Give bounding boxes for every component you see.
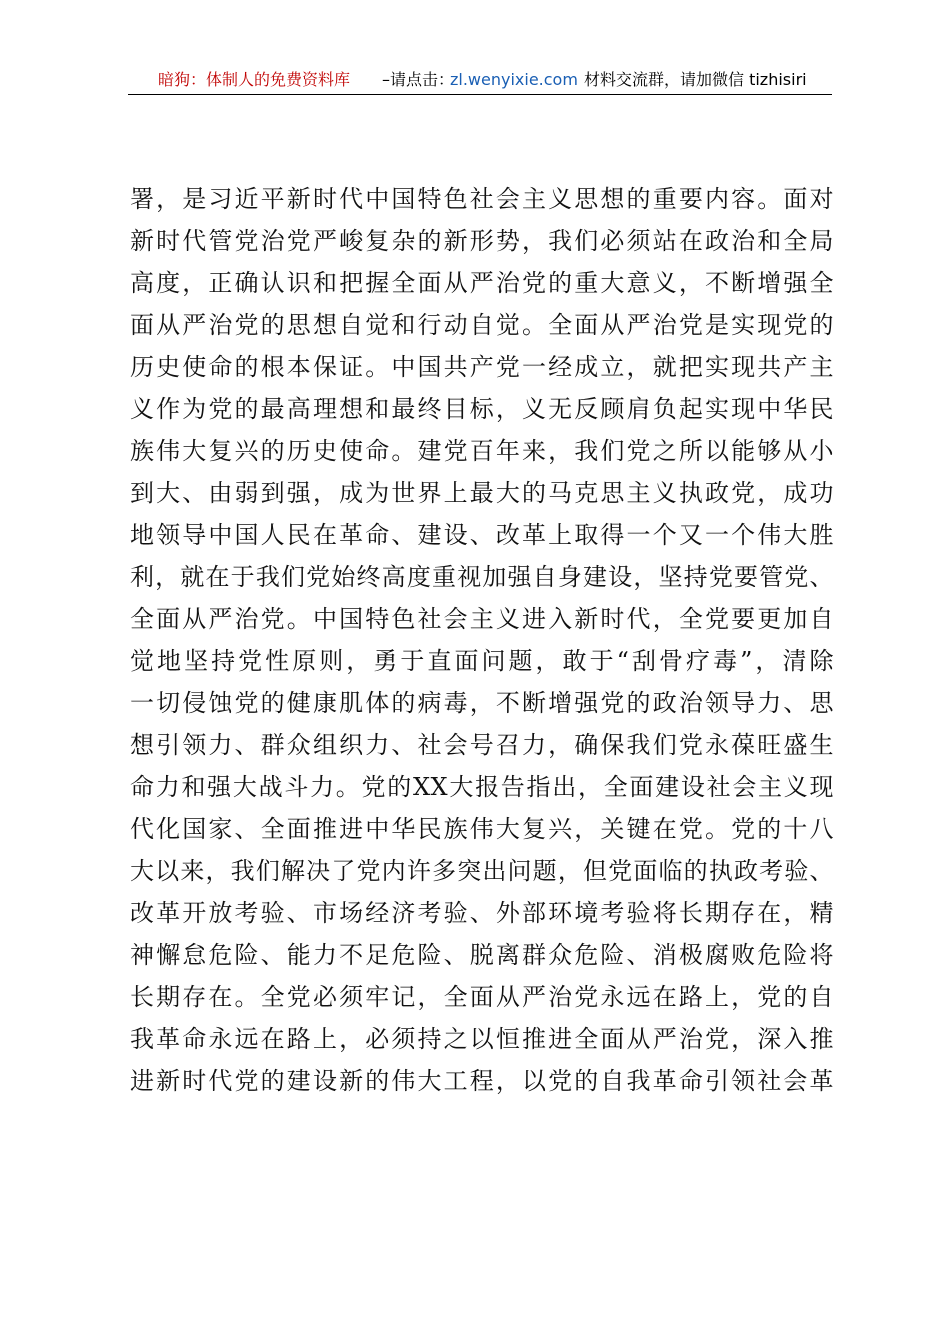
header-brand-text: 暗狗：体制人的免费资料库 — [158, 70, 351, 89]
text-line: 想引领力、群众组织力、社会号召力，确保我们党永葆旺盛生 — [130, 731, 834, 759]
text-line: 一切侵蚀党的健康肌体的病毒，不断增强党的政治领导力、思 — [130, 689, 834, 717]
text-line: 改革开放考验、市场经济考验、外部环境考验将长期存在，精 — [130, 899, 834, 927]
text-line: 面从严治党的思想自觉和行动自觉。全面从严治党是实现党的 — [130, 311, 834, 339]
text-line: 进新时代党的建设新的伟大工程，以党的自我革命引领社会革 — [130, 1067, 834, 1095]
text-line: 长期存在。全党必须牢记，全面从严治党永远在路上，党的自 — [130, 983, 834, 1011]
body-paragraph — [130, 178, 834, 1102]
text-line: 利，就在于我们党始终高度重视加强自身建设，坚持党要管党、 — [130, 563, 834, 591]
text-line: 历史使命的根本保证。中国共产党一经成立，就把实现共产主 — [130, 353, 834, 381]
text-line: 神懈怠危险、能力不足危险、脱离群众危险、消极腐败危险将 — [130, 941, 834, 969]
text-line: 全面从严治党。中国特色社会主义进入新时代，全党要更加自 — [130, 605, 834, 633]
text-line: 大以来，我们解决了党内许多突出问题，但党面临的执政考验、 — [130, 857, 834, 885]
text-line: 命力和强大战斗力。党的XX大报告指出，全面建设社会主义现 — [130, 773, 834, 801]
text-line: 代化国家、全面推进中华民族伟大复兴，关键在党。党的十八 — [130, 815, 834, 843]
page-header — [128, 66, 832, 95]
text-line: 高度，正确认识和把握全面从严治党的重大意义，不断增强全 — [130, 269, 834, 297]
text-line: 新时代管党治党严峻复杂的新形势，我们必须站在政治和全局 — [130, 227, 834, 255]
text-line: 地领导中国人民在革命、建设、改革上取得一个又一个伟大胜 — [130, 521, 834, 549]
header-contact-text: 材料交流群，请加微信 tizhisiri — [584, 70, 807, 89]
header-website-link[interactable]: zl.wenyixie.com — [450, 70, 578, 89]
text-line: 署，是习近平新时代中国特色社会主义思想的重要内容。面对 — [130, 185, 834, 213]
header-prompt-text: –请点击： — [382, 70, 455, 89]
text-line: 族伟大复兴的历史使命。建党百年来，我们党之所以能够从小 — [130, 437, 834, 465]
text-line: 我革命永远在路上，必须持之以恒推进全面从严治党，深入推 — [130, 1025, 834, 1053]
text-line: 觉地坚持党性原则，勇于直面问题，敢于“刮骨疗毒”，清除 — [130, 647, 834, 675]
text-line: 义作为党的最高理想和最终目标，义无反顾肩负起实现中华民 — [130, 395, 834, 423]
text-line: 到大、由弱到强，成为世界上最大的马克思主义执政党，成功 — [130, 479, 834, 507]
